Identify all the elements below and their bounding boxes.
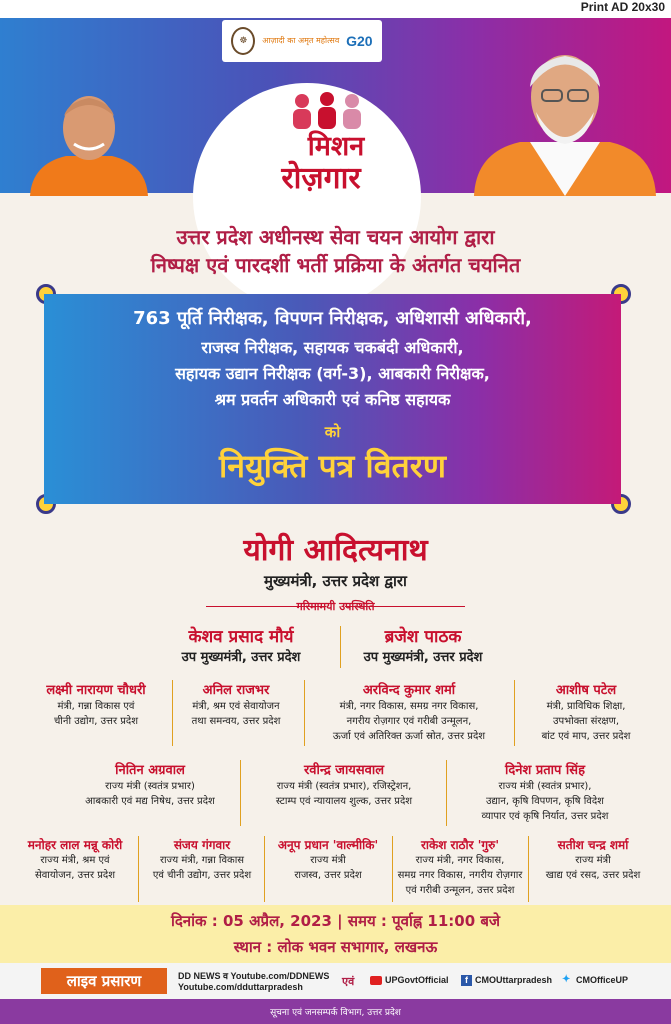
- minister-name: नितिन अग्रवाल: [115, 763, 185, 778]
- divider: [138, 836, 139, 902]
- divider: [340, 626, 341, 668]
- minister-portfolio: एवं गरीबी उन्मूलन, उत्तर प्रदेश: [405, 885, 515, 896]
- minister-portfolio: राज्य मंत्री: [575, 855, 611, 866]
- minister-portfolio: एवं चीनी उद्योग, उत्तर प्रदेश: [152, 870, 252, 881]
- evam-text: एवं: [342, 976, 355, 988]
- deputy-name: केशव प्रसाद मौर्य: [188, 627, 294, 647]
- divider: [264, 836, 265, 902]
- chief-designation: मुख्यमंत्री, उत्तर प्रदेश द्वारा: [264, 572, 407, 590]
- chief-minister-portrait: [22, 86, 156, 196]
- minister-portfolio: मंत्री, नगर विकास, समग्र नगर विकास,: [339, 701, 479, 712]
- minister-portfolio: आबकारी एवं मद्य निषेध, उत्तर प्रदेश: [85, 796, 215, 807]
- heading-line2: निष्पक्ष एवं पारदर्शी भर्ती प्रक्रिया के अंतर्गत चयनित: [150, 253, 521, 277]
- divider: [240, 760, 241, 826]
- facebook-icon: f: [461, 975, 472, 986]
- minister-portfolio: बांट एवं माप, उत्तर प्रदेश: [541, 731, 631, 742]
- banner-title: नियुक्ति पत्र वितरण: [219, 447, 446, 485]
- minister-name: राकेश राठौर 'गुरु': [420, 838, 500, 852]
- minister-portfolio: राज्य मंत्री (स्वतंत्र प्रभार), रजिस्ट्रेशन,: [276, 781, 412, 792]
- azadi-logo: आज़ादी का अमृत महोत्सव: [262, 36, 340, 45]
- deputy-designation: उप मुख्यमंत्री, उत्तर प्रदेश: [181, 650, 301, 665]
- minister-name: दिनेश प्रताप सिंह: [505, 763, 585, 778]
- print-ad-size: Print AD 20x30: [580, 0, 665, 14]
- footer-bar: [0, 999, 671, 1024]
- broadcast-bar: [0, 963, 671, 999]
- prime-minister-portrait: [470, 42, 660, 196]
- divider: [172, 680, 173, 746]
- channels-line1: DD NEWS व Youtube.com/DDNEWS: [178, 971, 330, 981]
- minister-portfolio: राजस्व, उत्तर प्रदेश: [294, 870, 362, 881]
- banner-ko: को: [324, 423, 341, 441]
- footer-department: सूचना एवं जनसम्पर्क विभाग, उत्तर प्रदेश: [270, 1008, 401, 1018]
- divider: [528, 836, 529, 902]
- deputy-name: ब्रजेश पाठक: [384, 627, 462, 647]
- minister-portfolio: नगरीय रोज़गार एवं गरीबी उन्मूलन,: [346, 716, 472, 727]
- facebook-handle: CMOUttarpradesh: [475, 975, 553, 985]
- divider: [304, 680, 305, 746]
- minister-portfolio: सेवायोजन, उत्तर प्रदेश: [34, 870, 116, 881]
- chief-name: योगी आदित्यनाथ: [243, 533, 428, 568]
- minister-portfolio: राज्य मंत्री, नगर विकास,: [415, 855, 505, 866]
- banner-line4: श्रम प्रवर्तन अधिकारी एवं कनिष्ठ सहायक: [214, 390, 451, 409]
- divider: [392, 836, 393, 902]
- event-date-time: दिनांक : 05 अप्रैल, 2023 | समय : पूर्वाह्न 11:00 बजे: [170, 912, 501, 930]
- youtube-handle: UPGovtOfficial: [385, 975, 449, 985]
- minister-name: संजय गंगवार: [173, 838, 231, 852]
- minister-portfolio: ऊर्जा एवं अतिरिक्त ऊर्जा स्रोत, उत्तर प्रदेश: [332, 731, 486, 742]
- live-broadcast-label: लाइव प्रसारण: [41, 968, 167, 994]
- minister-portfolio: राज्य मंत्री (स्वतंत्र प्रभार): [105, 781, 195, 792]
- minister-portfolio: खाद्य एवं रसद, उत्तर प्रदेश: [545, 870, 641, 881]
- mission-title-line2: रोज़गार: [281, 161, 361, 196]
- minister-name: अनिल राजभर: [202, 683, 270, 698]
- divider: [446, 760, 447, 826]
- twitter-handle: CMOfficeUP: [576, 975, 629, 985]
- minister-name: मनोहर लाल मन्नू कोरी: [27, 838, 123, 852]
- minister-name: अनूप प्रधान 'वाल्मीकि': [277, 838, 379, 852]
- minister-portfolio: राज्य मंत्री (स्वतंत्र प्रभार),: [498, 781, 592, 792]
- g20-logo: G20: [346, 33, 373, 49]
- appointment-banner: [44, 294, 621, 504]
- banner-line3: सहायक उद्यान निरीक्षक (वर्ग-3), आबकारी निरीक्षक,: [175, 364, 490, 383]
- minister-portfolio: समग्र नगर विकास, नगरीय रोज़गार: [397, 870, 523, 881]
- youtube-icon: [370, 976, 382, 985]
- minister-name: सतीश चन्द्र शर्मा: [557, 838, 629, 852]
- minister-portfolio: व्यापार एवं कृषि निर्यात, उत्तर प्रदेश: [481, 811, 609, 822]
- mission-people-icon: [282, 91, 372, 131]
- minister-portfolio: मंत्री, श्रम एवं सेवायोजन: [192, 701, 280, 712]
- minister-portfolio: राज्य मंत्री: [310, 855, 346, 866]
- minister-name: रवीन्द्र जायसवाल: [303, 763, 385, 778]
- event-details-bar: [0, 905, 671, 963]
- logo-strip: [222, 20, 382, 62]
- banner-line2: राजस्व निरीक्षक, सहायक चकबंदी अधिकारी,: [201, 338, 464, 357]
- minister-portfolio: राज्य मंत्री, श्रम एवं: [40, 855, 110, 866]
- mission-title-line1: मिशन: [307, 131, 365, 162]
- minister-name: आशीष पटेल: [555, 683, 617, 698]
- minister-portfolio: मंत्री, प्राविधिक शिक्षा,: [546, 701, 626, 712]
- minister-portfolio: मंत्री, गन्ना विकास एवं: [57, 701, 135, 712]
- minister-portfolio: राज्य मंत्री, गन्ना विकास: [159, 855, 245, 866]
- divider: [514, 680, 515, 746]
- minister-name: अरविन्द कुमार शर्मा: [362, 683, 456, 698]
- heading-line1: उत्तर प्रदेश अधीनस्थ सेवा चयन आयोग द्वारा: [176, 225, 495, 249]
- deputy-designation: उप मुख्यमंत्री, उत्तर प्रदेश: [363, 650, 483, 665]
- minister-portfolio: उपभोक्ता संरक्षण,: [552, 716, 620, 727]
- event-venue: स्थान : लोक भवन सभागार, लखनऊ: [233, 938, 438, 956]
- banner-line1: 763 पूर्ति निरीक्षक, विपणन निरीक्षक, अधिशासी अधिकारी,: [133, 308, 532, 329]
- channels-line2: Youtube.com/dduttarpradesh: [178, 982, 303, 992]
- presence-label: गरिमामयी उपस्थिति: [296, 600, 375, 613]
- up-emblem-icon: ☸: [231, 27, 255, 55]
- minister-portfolio: स्टाम्प एवं न्यायालय शुल्क, उत्तर प्रदेश: [275, 796, 413, 807]
- minister-portfolio: तथा समन्वय, उत्तर प्रदेश: [191, 716, 281, 727]
- advertisement: [0, 18, 671, 1024]
- minister-portfolio: चीनी उद्योग, उत्तर प्रदेश: [53, 716, 139, 727]
- twitter-icon: ✦: [562, 974, 571, 985]
- minister-name: लक्ष्मी नारायण चौधरी: [46, 683, 146, 698]
- minister-portfolio: उद्यान, कृषि विपणन, कृषि विदेश: [486, 796, 604, 807]
